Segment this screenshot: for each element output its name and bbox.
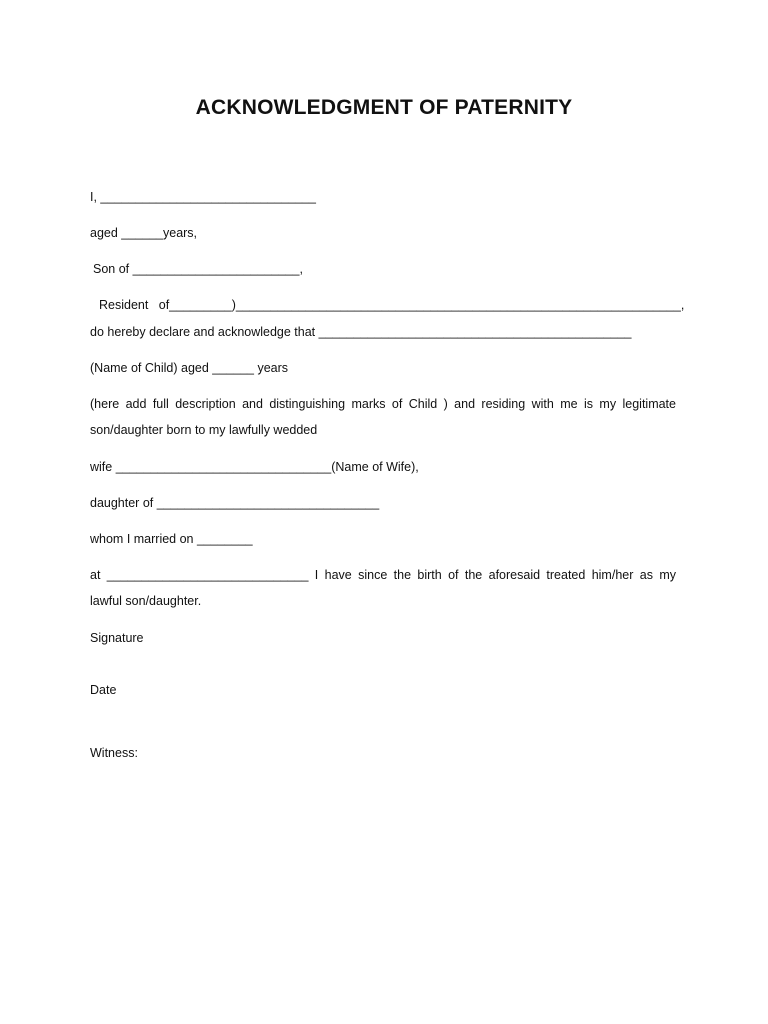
- married-on-line: whom I married on ________: [90, 532, 253, 546]
- document-title: ACKNOWLEDGMENT OF PATERNITY: [195, 96, 573, 119]
- son-of-line: Son of ________________________,: [93, 262, 303, 276]
- witness-label: Witness:: [90, 746, 138, 760]
- resident-line: Resident of_________)________________________________________________________________,: [99, 298, 685, 312]
- date-label: Date: [90, 683, 117, 697]
- signature-label: Signature: [90, 631, 144, 645]
- age-line: aged ______years,: [90, 226, 198, 240]
- at-line-2: lawful son/daughter.: [90, 594, 202, 608]
- declare-line: do hereby declare and acknowledge that _____________________________________________: [90, 325, 632, 339]
- at-line-1: at _____________________________ I have since the birth of the aforesaid treated him/her as my: [90, 568, 676, 582]
- wife-line: wife _______________________________(Name of Wife),: [90, 460, 419, 474]
- daughter-of-line: daughter of ________________________________: [90, 496, 380, 510]
- description-line-1: (here add full description and distinguishing marks of Child ) and residing with me is my legitimate: [90, 397, 676, 411]
- name-line: I, _______________________________: [90, 190, 316, 204]
- child-line: (Name of Child) aged ______ years: [90, 361, 289, 375]
- description-line-2: son/daughter born to my lawfully wedded: [90, 423, 318, 437]
